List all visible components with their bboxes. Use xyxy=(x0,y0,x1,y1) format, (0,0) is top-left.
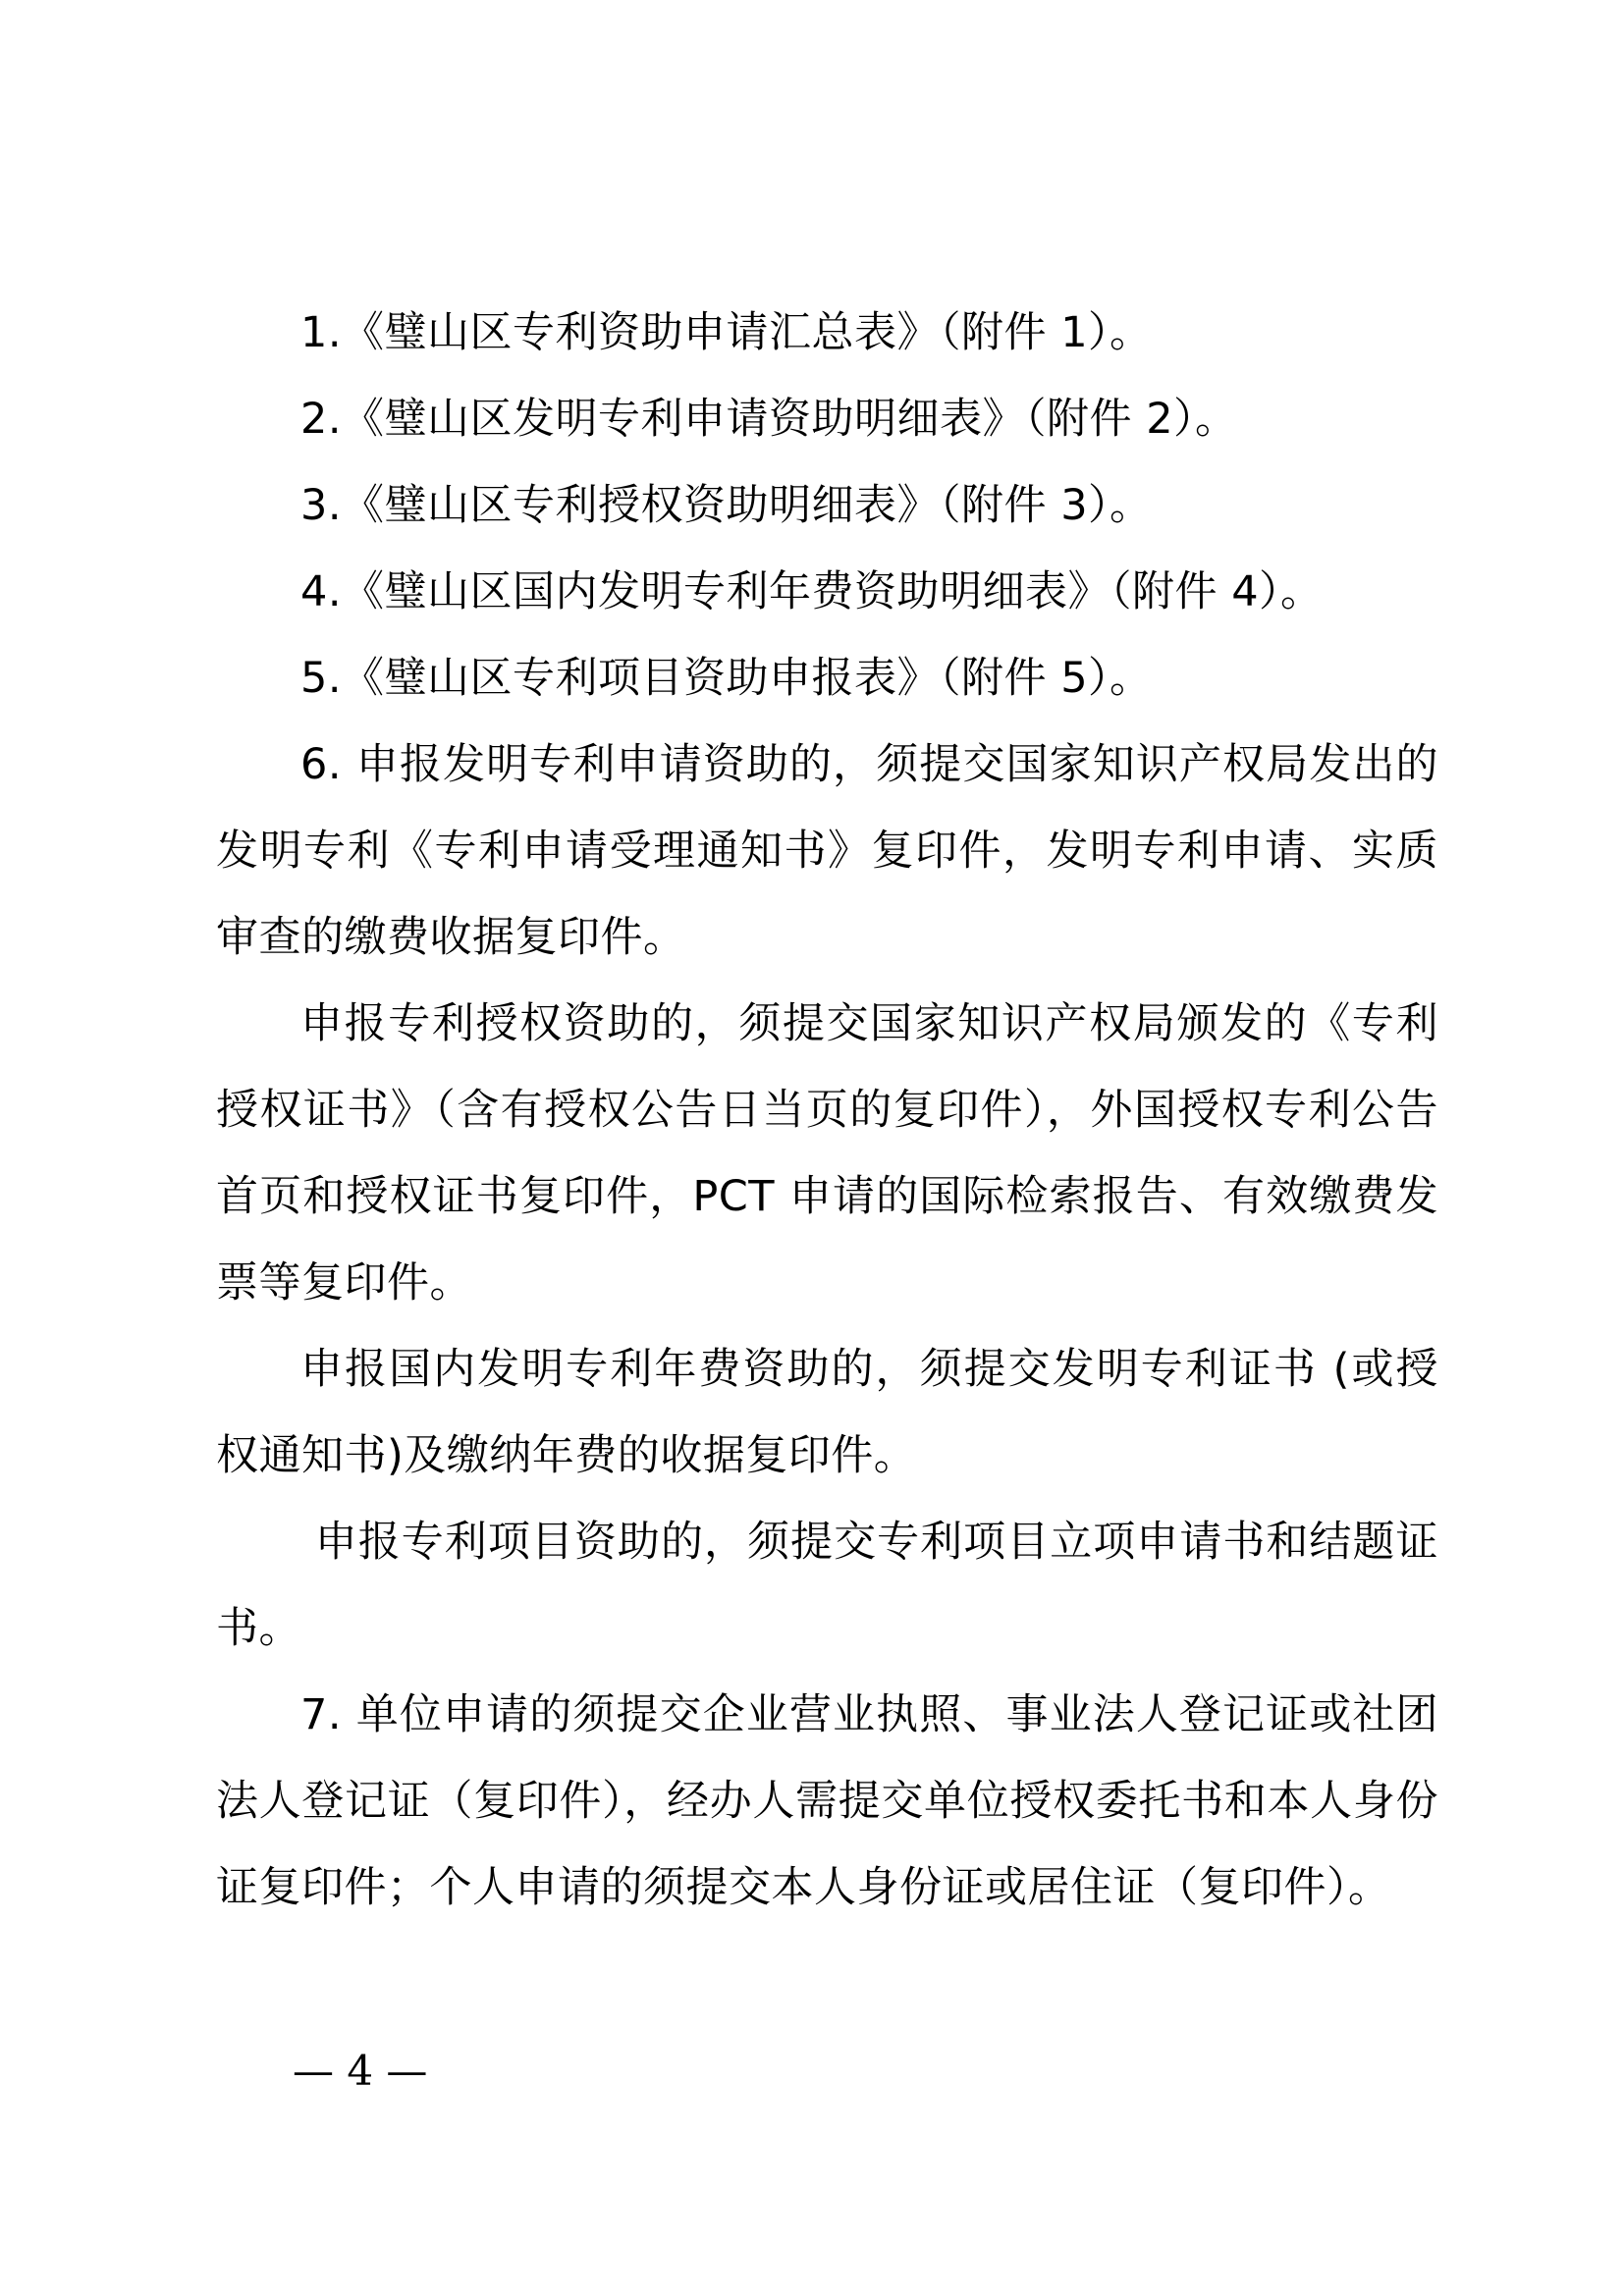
list-item-attachment-5: 5.《璧山区专利项目资助申报表》（附件 5）。 xyxy=(300,654,1153,703)
list-item-attachment-3: 3.《璧山区专利授权资助明细表》（附件 3）。 xyxy=(300,481,1153,530)
paragraph-patent-grant: 申报专利授权资助的，须提交国家知识产权局颁发的《专利授权证书》（含有授权公告日当页的复印件），外国授权专利公告首页和授权证书复印件，PCT 申请的国际检索报告、有效缴费发票等复印件。 xyxy=(216,999,1438,1308)
list-item-attachment-1: 1.《璧山区专利资助申请汇总表》（附件 1）。 xyxy=(300,308,1153,357)
list-item-attachment-4: 4.《璧山区国内发明专利年费资助明细表》（附件 4）。 xyxy=(300,567,1324,616)
paragraph-applicant-documents: 7. 单位申请的须提交企业营业执照、事业法人登记证或社团法人登记证（复印件），经办人需提交单位授权委托书和本人身份证复印件；个人申请的须提交本人身份证或居住证（复印件）。 xyxy=(216,1690,1438,1912)
paragraph-invention-application: 6. 申报发明专利申请资助的，须提交国家知识产权局发出的发明专利《专利申请受理通知书》复印件，发明专利申请、实质审查的缴费收据复印件。 xyxy=(216,740,1438,962)
list-item-attachment-2: 2.《璧山区发明专利申请资助明细表》（附件 2）。 xyxy=(300,395,1238,444)
document-body xyxy=(216,290,1438,1931)
page-number: — 4 — xyxy=(293,2047,428,2095)
paragraph-annual-fee: 申报国内发明专利年费资助的，须提交发明专利证书 (或授权通知书)及缴纳年费的收据复印件。 xyxy=(216,1345,1438,1480)
paragraph-patent-project: 申报专利项目资助的，须提交专利项目立项申请书和结题证书。 xyxy=(216,1518,1438,1653)
